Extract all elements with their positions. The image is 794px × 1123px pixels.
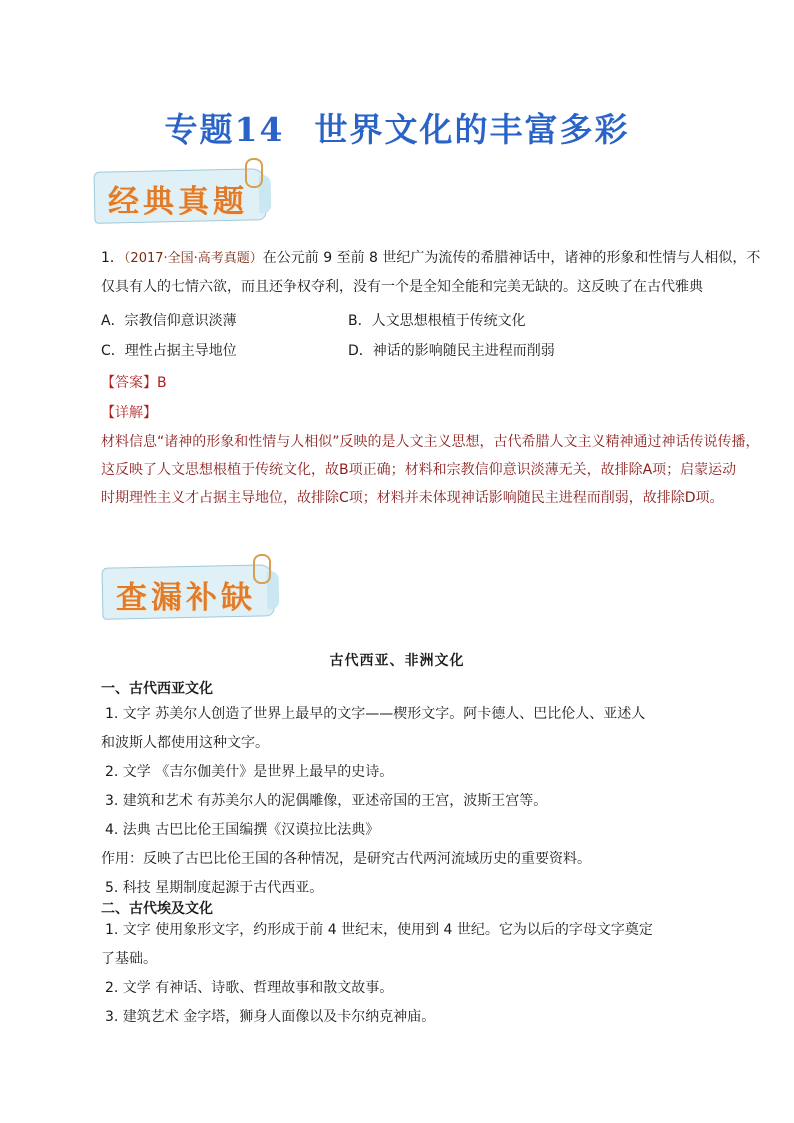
question-line-2: 仅具有人的七情六欲，而且还争权夺利，没有一个是全知全能和完美无缺的。这反映了在古代雅典 — [101, 279, 703, 295]
west-asia-items — [101, 700, 645, 903]
detail-label: 【详解】 — [101, 405, 157, 421]
page-title — [0, 104, 794, 151]
list-item: 1. 文字 使用象形文字，约形成于前 4 世纪末，使用到 4 世纪。它为以后的字母文字奠定 — [105, 922, 653, 938]
title-part-1: 专题14 — [164, 110, 285, 149]
list-item: 3. 建筑和艺术 有苏美尔人的泥偶雕像，亚述帝国的王宫，波斯王宫等。 — [105, 793, 548, 809]
option-c: C．理性占据主导地位 — [101, 343, 237, 359]
egypt-items — [101, 916, 653, 1032]
list-item: 2. 文学 《吉尔伽美什》是世界上最早的史诗。 — [105, 764, 394, 780]
question-number: 1． — [101, 250, 124, 266]
heading-egypt: 二、古代埃及文化 — [101, 901, 213, 917]
list-item: 5. 科技 星期制度起源于古代西亚。 — [105, 880, 324, 896]
question-line-1 — [101, 244, 760, 273]
review-banner — [102, 566, 277, 622]
banner-label: 经典真题 — [108, 184, 248, 220]
detail-line: 材料信息“诸神的形象和性情与人相似”反映的是人文主义思想，古代希腊人文主义精神通过神话传说传播， — [101, 434, 760, 450]
question-source: （2017·全国·高考真题） — [123, 251, 263, 266]
option-a: A．宗教信仰意识淡薄 — [101, 313, 237, 329]
list-item: 3. 建筑艺术 金字塔，狮身人面像以及卡尔纳克神庙。 — [105, 1009, 436, 1025]
list-item: 和波斯人都使用这种文字。 — [101, 735, 269, 751]
title-part-2: 世界文化的丰富多彩 — [314, 110, 630, 149]
answer: 【答案】B — [101, 375, 167, 391]
detail-line: 这反映了人文思想根植于传统文化，故B项正确；材料和宗教信仰意识淡薄无关，故排除A项；启蒙运动 — [101, 462, 737, 478]
list-item: 4. 法典 古巴比伦王国编撰《汉谟拉比法典》 — [105, 822, 380, 838]
question-line-1-text: 在公元前 9 至前 8 世纪广为流传的希腊神话中，诸神的形象和性情与人相似，不 — [262, 250, 761, 266]
question-text — [101, 244, 760, 301]
list-item: 2. 文学 有神话、诗歌、哲理故事和散文故事。 — [105, 980, 394, 996]
classic-questions-banner — [94, 170, 269, 226]
heading-west-asia: 一、古代西亚文化 — [101, 681, 213, 697]
option-d: D．神话的影响随民主进程而削弱 — [348, 343, 555, 359]
detail-text — [101, 428, 760, 512]
section-title: 古代西亚、非洲文化 — [329, 653, 465, 669]
list-item: 作用：反映了古巴比伦王国的各种情况，是研究古代两河流域历史的重要资料。 — [101, 851, 591, 867]
option-b: B．人文思想根植于传统文化 — [348, 313, 526, 329]
detail-line: 时期理性主义才占据主导地位，故排除C项；材料并未体现神话影响随民主进程而削弱，故排除D项。 — [101, 490, 724, 506]
list-item: 了基础。 — [101, 951, 157, 967]
banner-label: 查漏补缺 — [116, 580, 256, 616]
list-item: 1. 文字 苏美尔人创造了世界上最早的文字——楔形文字。阿卡德人、巴比伦人、亚述人 — [105, 706, 646, 722]
